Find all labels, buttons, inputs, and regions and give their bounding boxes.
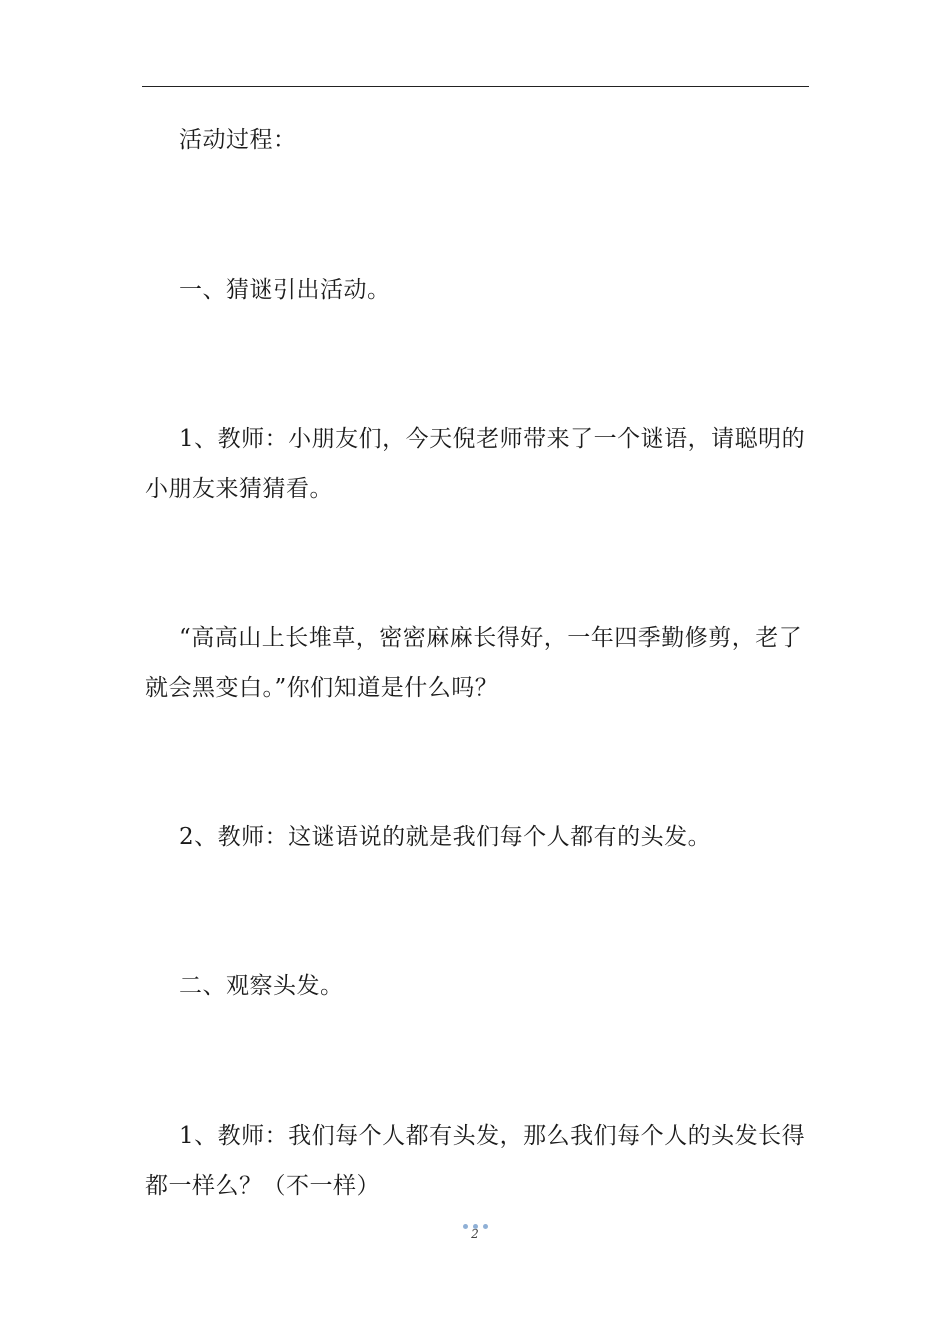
paragraph-section-one-heading: 一、猜谜引出活动。: [179, 277, 391, 303]
page-number: 2: [471, 1227, 479, 1241]
paragraph-teacher-question: 1、教师：我们每个人都有头发，那么我们每个人的头发长得都一样么？（不一样）: [145, 1123, 806, 1199]
header-rule: [142, 86, 809, 87]
paragraph-section-two-heading: 二、观察头发。: [179, 973, 344, 999]
paragraph-riddle-text: “高高山上长堆草，密密麻麻长得好，一年四季勤修剪，老了就会黑变白。”你们知道是什么吗？: [145, 625, 803, 701]
paragraph-activity-process: 活动过程：: [179, 127, 297, 153]
paragraph-riddle-answer: 2、教师：这谜语说的就是我们每个人都有的头发。: [179, 824, 712, 850]
paragraph-teacher-riddle-intro: 1、教师：小朋友们，今天倪老师带来了一个谜语，请聪明的小朋友来猜猜看。: [145, 426, 806, 502]
